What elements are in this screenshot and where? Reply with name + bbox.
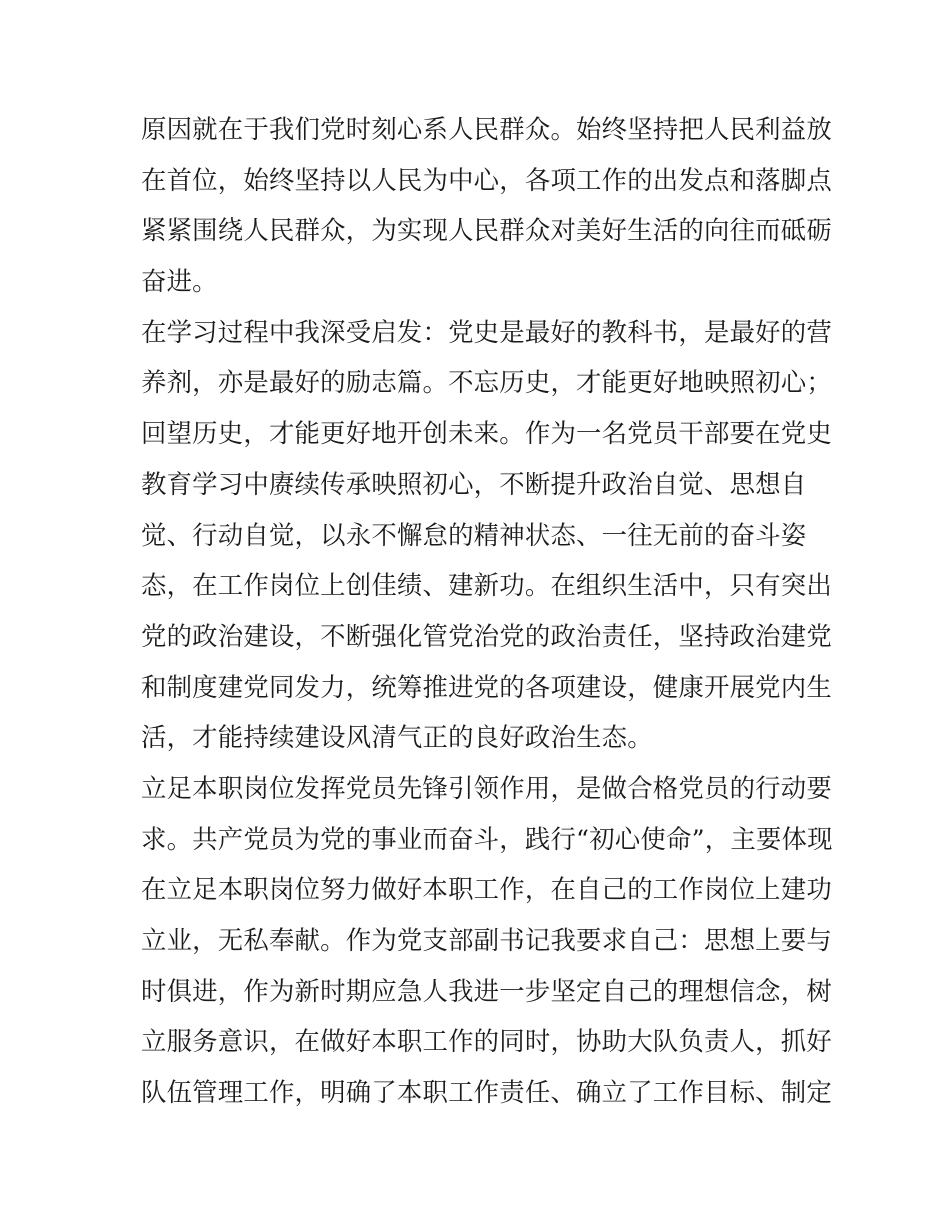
text-line: 在首位，始终坚持以人民为中心，各项工作的出发点和落脚点	[141, 164, 832, 195]
text-line: 养剂，亦是最好的励志篇。不忘历史，才能更好地映照初心；	[141, 367, 832, 398]
text-line: 活，才能持续建设风清气正的良好政治生态。	[141, 722, 653, 753]
text-line: 时俱进，作为新时期应急人我进一步坚定自己的理想信念，树	[141, 975, 832, 1006]
text-line: 奋进。	[141, 266, 218, 297]
text-line: 和制度建党同发力，统筹推进党的各项建设，健康开展党内生	[141, 671, 832, 702]
text-line: 觉、行动自觉，以永不懈怠的精神状态、一往无前的奋斗姿	[141, 519, 807, 550]
text-line: 教育学习中赓续传承映照初心，不断提升政治自觉、思想自	[141, 468, 807, 499]
text-line: 紧紧围绕人民群众，为实现人民群众对美好生活的向往而砥砺	[141, 215, 832, 246]
text-line: 求。共产党员为党的事业而奋斗，践行“初心使命”，主要体现	[141, 823, 833, 854]
text-line: 队伍管理工作，明确了本职工作责任、确立了工作目标、制定	[141, 1077, 832, 1108]
text-line: 在学习过程中我深受启发：党史是最好的教科书，是最好的营	[141, 316, 832, 347]
document-body	[141, 104, 833, 1118]
text-line: 党的政治建设，不断强化管党治党的政治责任，坚持政治建党	[141, 620, 832, 651]
text-line: 在立足本职岗位努力做好本职工作，在自己的工作岗位上建功	[141, 874, 832, 905]
text-line: 原因就在于我们党时刻心系人民群众。始终坚持把人民利益放	[141, 114, 832, 144]
text-line: 回望历史，才能更好地开创未来。作为一名党员干部要在党史	[141, 418, 832, 449]
text-line: 立足本职岗位发挥党员先锋引领作用，是做合格党员的行动要	[141, 772, 832, 803]
text-line: 立服务意识，在做好本职工作的同时，协助大队负责人，抓好	[141, 1026, 832, 1057]
text-line: 态，在工作岗位上创佳绩、建新功。在组织生活中，只有突出	[141, 570, 832, 601]
text-line: 立业，无私奉献。作为党支部副书记我要求自己：思想上要与	[141, 925, 832, 955]
